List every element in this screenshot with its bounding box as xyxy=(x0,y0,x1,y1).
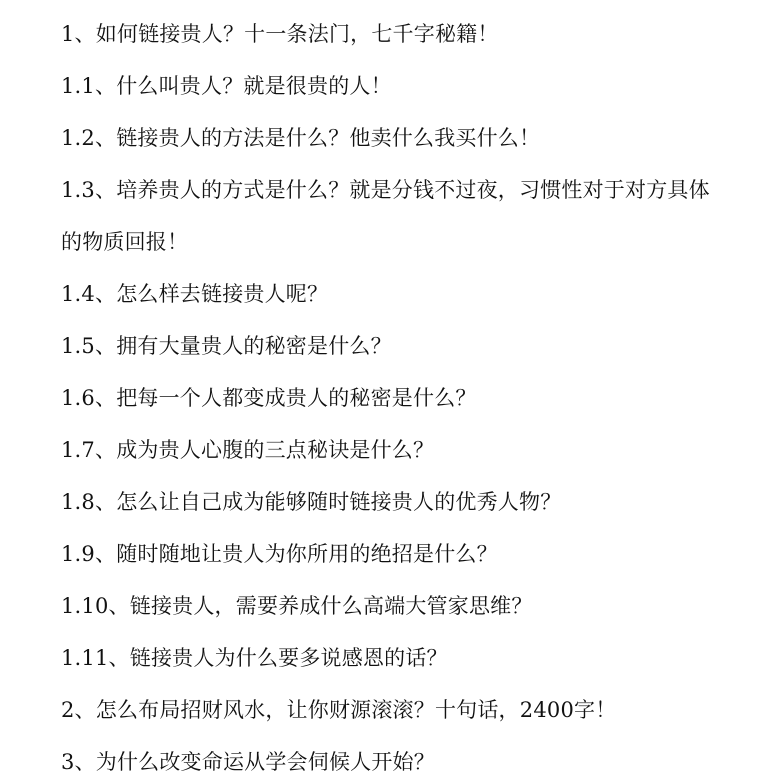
item-1-2: 1.2、链接贵人的方法是什么？他卖什么我买什么！ xyxy=(61,126,541,150)
item-1-7: 1.7、成为贵人心腹的三点秘诀是什么？ xyxy=(61,438,435,462)
heading-1: 1、如何链接贵人？十一条法门，七千字秘籍！ xyxy=(61,22,499,46)
item-1-1: 1.1、什么叫贵人？就是很贵的人！ xyxy=(61,74,392,98)
item-1-8: 1.8、怎么让自己成为能够随时链接贵人的优秀人物？ xyxy=(61,490,562,514)
heading-2: 2、怎么布局招财风水，让你财源滚滚？十句话，2400字！ xyxy=(61,698,617,722)
item-1-5: 1.5、拥有大量贵人的秘密是什么？ xyxy=(61,334,392,358)
item-1-3: 1.3、培养贵人的方式是什么？就是分钱不过夜，习惯性对于对方具体 xyxy=(61,178,710,202)
heading-3: 3、为什么改变命运从学会伺候人开始？ xyxy=(61,750,435,774)
item-1-11: 1.11、链接贵人为什么要多说感恩的话？ xyxy=(61,646,448,670)
item-1-3-continued: 的物质回报！ xyxy=(61,230,189,254)
item-1-6: 1.6、把每一个人都变成贵人的秘密是什么？ xyxy=(61,386,477,410)
item-1-10: 1.10、链接贵人，需要养成什么高端大管家思维？ xyxy=(61,594,533,618)
item-1-9: 1.9、随时随地让贵人为你所用的绝招是什么？ xyxy=(61,542,498,566)
item-1-4: 1.4、怎么样去链接贵人呢？ xyxy=(61,282,329,306)
